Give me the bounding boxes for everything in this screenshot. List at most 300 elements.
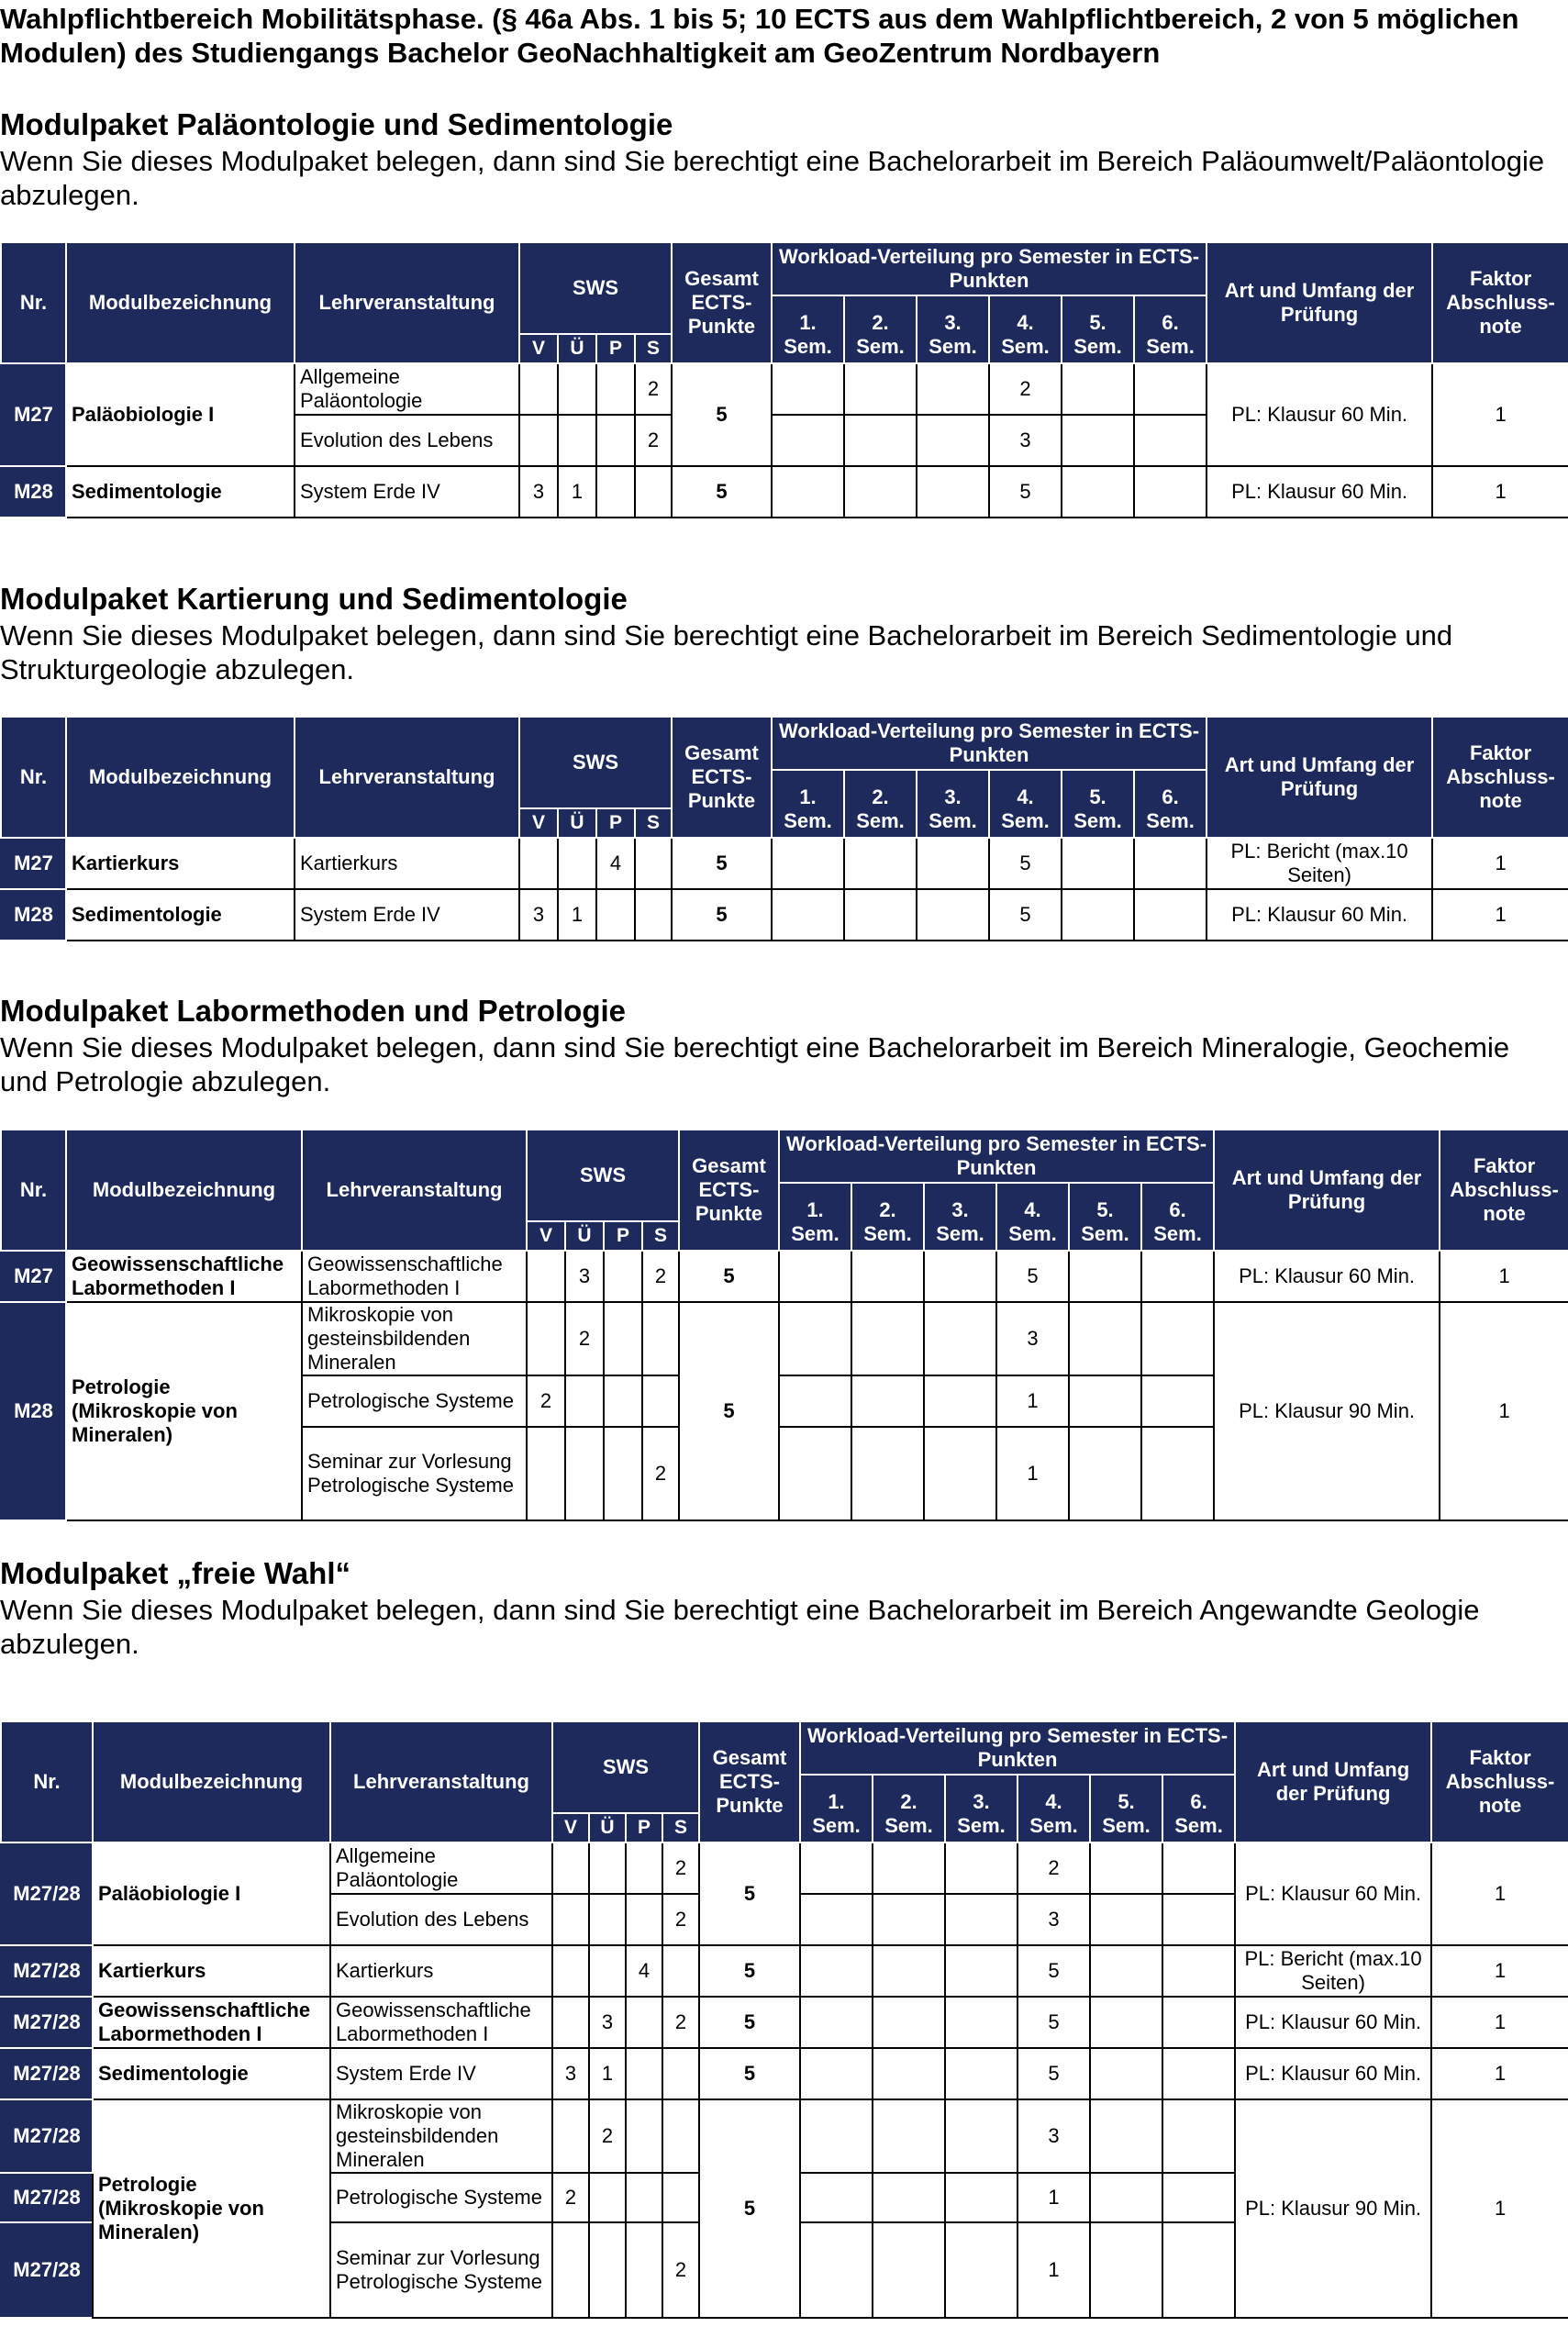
sws-u [558, 415, 596, 466]
sem-4-value: 5 [989, 889, 1062, 941]
module-name: Sedimentologie [93, 2048, 330, 2099]
header-sem-3: 3. Sem. [924, 1183, 996, 1251]
module-nr: M27 [1, 838, 66, 889]
sem-2-value [873, 1894, 945, 1945]
sem-5-value [1062, 466, 1134, 518]
sem-6-value [1141, 1251, 1214, 1302]
header-modulbezeichnung: Modulbezeichnung [66, 717, 295, 838]
sem-3-value [917, 415, 989, 466]
header-sws-s: S [635, 334, 672, 363]
sws-v [519, 415, 558, 466]
header-sws-u: Ü [558, 334, 596, 363]
course-name: Seminar zur Vorlesung Petrologische Systeme [330, 2222, 552, 2318]
ects-total: 5 [672, 889, 772, 941]
header-sws-s: S [635, 808, 672, 838]
grade-factor: 1 [1432, 889, 1568, 941]
sem-1-value [772, 466, 844, 518]
sem-5-value [1090, 2099, 1162, 2173]
sem-1-value [772, 363, 844, 415]
exam-type: PL: Klausur 60 Min. [1235, 2048, 1431, 2099]
exam-type: PL: Klausur 90 Min. [1214, 1302, 1440, 1520]
sem-4-value: 3 [989, 415, 1062, 466]
sws-s: 2 [635, 415, 672, 466]
header-sws-u: Ü [565, 1221, 604, 1251]
course-name: Geowissenschaftliche Labormethoden I [302, 1251, 527, 1302]
sem-4-value: 5 [1018, 2048, 1090, 2099]
header-lehrveranstaltung: Lehrveranstaltung [295, 242, 519, 363]
sem-4-value: 1 [1018, 2222, 1090, 2318]
sws-p [604, 1427, 642, 1520]
sws-s [642, 1375, 679, 1427]
header-sem-2: 2. Sem. [851, 1183, 924, 1251]
grade-factor: 1 [1432, 838, 1568, 889]
sem-2-value [873, 2173, 945, 2222]
module-table-3 [0, 1129, 1568, 1521]
sem-1-value [800, 1997, 873, 2048]
sws-u: 1 [558, 466, 596, 518]
sem-2-value [873, 1997, 945, 2048]
sem-6-value [1162, 2099, 1235, 2173]
sem-4-value: 5 [989, 466, 1062, 518]
sws-s [662, 1945, 699, 1997]
header-sem-2: 2. Sem. [844, 295, 917, 363]
section-description: Wenn Sie dieses Modulpaket belegen, dann sind Sie berechtigt eine Bachelorarbeit im Bereich Mineralogie, Geochemie und Petrologie abzulegen. [0, 1031, 1510, 1097]
sem-6-value [1134, 466, 1207, 518]
table-row [1, 1997, 1568, 2048]
sws-u [565, 1427, 604, 1520]
module-nr: M28 [1, 466, 66, 518]
exam-type: PL: Klausur 60 Min. [1235, 1997, 1431, 2048]
module-name: Paläobiologie I [93, 1842, 330, 1945]
module-nr: M27/28 [1, 1997, 93, 2048]
sem-1-value [800, 1945, 873, 1997]
sem-1-value [772, 838, 844, 889]
table-row [1, 2048, 1568, 2099]
sws-p [596, 363, 635, 415]
grade-factor: 1 [1432, 363, 1568, 466]
sem-3-value [945, 2222, 1018, 2318]
header-sem-4: 4. Sem. [1018, 1775, 1090, 1842]
sws-s [635, 889, 672, 941]
sem-4-value: 5 [996, 1251, 1069, 1302]
grade-factor: 1 [1432, 466, 1568, 518]
module-nr: M27/28 [1, 2173, 93, 2222]
module-name: Kartierkurs [93, 1945, 330, 1997]
header-sws-s: S [642, 1221, 679, 1251]
sem-3-value [945, 1894, 1018, 1945]
header-sem-3: 3. Sem. [945, 1775, 1018, 1842]
table-row [1, 889, 1568, 941]
header-sws-p: P [596, 808, 635, 838]
header-sem-4: 4. Sem. [989, 770, 1062, 838]
header-sem-6: 6. Sem. [1134, 770, 1207, 838]
sws-v [527, 1302, 565, 1375]
course-name: Seminar zur Vorlesung Petrologische Systeme [302, 1427, 527, 1520]
sws-p [626, 1894, 662, 1945]
sem-4-value: 3 [996, 1302, 1069, 1375]
sem-2-value [851, 1302, 924, 1375]
sws-s [662, 2173, 699, 2222]
sws-u [558, 838, 596, 889]
header-modulbezeichnung: Modulbezeichnung [93, 1721, 330, 1842]
exam-type: PL: Bericht (max.10 Seiten) [1207, 838, 1432, 889]
sws-p [626, 2099, 662, 2173]
sws-s: 2 [662, 1842, 699, 1894]
sws-v [527, 1427, 565, 1520]
sem-1-value [779, 1302, 851, 1375]
header-sws-v: V [519, 334, 558, 363]
table-row [1, 363, 1568, 415]
header-sws: SWS [519, 242, 672, 334]
sem-5-value [1090, 1945, 1162, 1997]
header-faktor: Faktor Abschluss-note [1432, 717, 1568, 838]
grade-factor: 1 [1431, 2099, 1568, 2318]
sem-6-value [1134, 889, 1207, 941]
sws-v: 2 [527, 1375, 565, 1427]
header-sem-5: 5. Sem. [1090, 1775, 1162, 1842]
course-name: Petrologische Systeme [330, 2173, 552, 2222]
header-workload: Workload-Verteilung pro Semester in ECTS-Punkten [772, 242, 1207, 295]
sem-1-value [800, 2048, 873, 2099]
header-lehrveranstaltung: Lehrveranstaltung [330, 1721, 552, 1842]
ects-total: 5 [672, 363, 772, 466]
course-name: Evolution des Lebens [295, 415, 519, 466]
sws-s [635, 838, 672, 889]
sem-3-value [945, 2173, 1018, 2222]
sws-v [552, 1894, 589, 1945]
course-name: Kartierkurs [330, 1945, 552, 1997]
sem-6-value [1162, 1997, 1235, 2048]
header-sem-1: 1. Sem. [772, 770, 844, 838]
section-title: Modulpaket „freie Wahl“ [0, 1556, 350, 1590]
sem-3-value [924, 1375, 996, 1427]
sws-p [596, 466, 635, 518]
table-row [1, 1302, 1568, 1375]
header-faktor: Faktor Abschluss-note [1432, 242, 1568, 363]
table-row [1, 1251, 1568, 1302]
sem-2-value [844, 466, 917, 518]
sws-p [626, 2173, 662, 2222]
module-nr: M28 [1, 889, 66, 941]
sws-p [604, 1375, 642, 1427]
sws-v [552, 1997, 589, 2048]
sem-2-value [844, 415, 917, 466]
sws-u [565, 1375, 604, 1427]
header-sws-p: P [626, 1813, 662, 1842]
sws-v [552, 1945, 589, 1997]
sws-p [596, 889, 635, 941]
grade-factor: 1 [1431, 1997, 1568, 2048]
ects-total: 5 [672, 466, 772, 518]
sws-u: 3 [589, 1997, 626, 2048]
sws-u: 2 [565, 1302, 604, 1375]
sem-2-value [851, 1251, 924, 1302]
course-name: Evolution des Lebens [330, 1894, 552, 1945]
sem-2-value [844, 889, 917, 941]
header-nr: Nr. [1, 242, 66, 363]
ects-total: 5 [672, 838, 772, 889]
sem-1-value [779, 1375, 851, 1427]
header-workload: Workload-Verteilung pro Semester in ECTS-Punkten [800, 1721, 1235, 1775]
sem-4-value: 2 [989, 363, 1062, 415]
sem-5-value [1069, 1251, 1141, 1302]
sem-3-value [924, 1251, 996, 1302]
course-name: System Erde IV [295, 466, 519, 518]
sws-v [552, 2222, 589, 2318]
module-name: Petrologie (Mikroskopie von Mineralen) [93, 2099, 330, 2318]
exam-type: PL: Klausur 60 Min. [1214, 1251, 1440, 1302]
module-nr: M27/28 [1, 2222, 93, 2318]
sem-5-value [1090, 2222, 1162, 2318]
sem-5-value [1062, 363, 1134, 415]
sem-6-value [1162, 2048, 1235, 2099]
section-description: Wenn Sie dieses Modulpaket belegen, dann sind Sie berechtigt eine Bachelorarbeit im Bereich Sedimentologie und Strukturgeologie abzulegen. [0, 619, 1453, 685]
module-name: Geowissenschaftliche Labormethoden I [93, 1997, 330, 2048]
sem-1-value [800, 2173, 873, 2222]
sem-3-value [945, 1945, 1018, 1997]
module-nr: M27/28 [1, 2048, 93, 2099]
ects-total: 5 [679, 1251, 779, 1302]
sem-6-value [1162, 1945, 1235, 1997]
module-nr: M27 [1, 1251, 66, 1302]
sws-v: 2 [552, 2173, 589, 2222]
sem-4-value: 1 [1018, 2173, 1090, 2222]
sws-u [589, 1894, 626, 1945]
sem-1-value [800, 2222, 873, 2318]
module-name: Paläobiologie I [66, 363, 295, 466]
module-nr: M27 [1, 363, 66, 466]
sem-3-value [945, 2048, 1018, 2099]
sem-3-value [924, 1427, 996, 1520]
sem-2-value [873, 1945, 945, 1997]
module-nr: M28 [1, 1302, 66, 1520]
table-row [1, 838, 1568, 889]
header-nr: Nr. [1, 1130, 66, 1251]
module-name: Kartierkurs [66, 838, 295, 889]
sem-5-value [1090, 1997, 1162, 2048]
exam-type: PL: Klausur 60 Min. [1235, 1842, 1431, 1945]
header-sws-p: P [604, 1221, 642, 1251]
sem-5-value [1090, 2173, 1162, 2222]
header-sem-1: 1. Sem. [800, 1775, 873, 1842]
sem-1-value [779, 1251, 851, 1302]
course-name: Petrologische Systeme [302, 1375, 527, 1427]
header-pruefung: Art und Umfang der Prüfung [1214, 1130, 1440, 1251]
header-sws-u: Ü [558, 808, 596, 838]
sws-s [635, 466, 672, 518]
header-gesamt-ects: Gesamt ECTS-Punkte [672, 717, 772, 838]
sem-1-value [800, 1894, 873, 1945]
header-sws: SWS [552, 1721, 699, 1813]
header-modulbezeichnung: Modulbezeichnung [66, 1130, 302, 1251]
header-sws-v: V [552, 1813, 589, 1842]
table-row [1, 2099, 1568, 2173]
header-sws: SWS [519, 717, 672, 808]
sem-2-value [851, 1375, 924, 1427]
grade-factor: 1 [1440, 1251, 1568, 1302]
section-title: Modulpaket Kartierung und Sedimentologie [0, 582, 628, 616]
sws-u: 2 [589, 2099, 626, 2173]
header-sem-3: 3. Sem. [917, 770, 989, 838]
sem-5-value [1090, 2048, 1162, 2099]
header-sem-1: 1. Sem. [779, 1183, 851, 1251]
sws-s: 2 [642, 1427, 679, 1520]
sem-3-value [924, 1302, 996, 1375]
sem-4-value: 5 [989, 838, 1062, 889]
sem-3-value [945, 1997, 1018, 2048]
sem-1-value [772, 889, 844, 941]
sws-p [604, 1302, 642, 1375]
header-gesamt-ects: Gesamt ECTS-Punkte [699, 1721, 800, 1842]
module-nr: M27/28 [1, 1945, 93, 1997]
sws-u [589, 2173, 626, 2222]
grade-factor: 1 [1440, 1302, 1568, 1520]
ects-total: 5 [699, 1945, 800, 1997]
sem-6-value [1134, 838, 1207, 889]
header-sem-5: 5. Sem. [1069, 1183, 1141, 1251]
page-title: Wahlpflichtbereich Mobilitätsphase. (§ 46a Abs. 1 bis 5; 10 ECTS aus dem Wahlpflichtbereich, 2 von 5 möglichen Modulen) des Studiengangs Bachelor GeoNachhaltigkeit am GeoZentrum Nordbayern [0, 3, 1519, 69]
sws-s: 2 [662, 1997, 699, 2048]
sem-6-value [1141, 1302, 1214, 1375]
sws-p [626, 2222, 662, 2318]
header-workload: Workload-Verteilung pro Semester in ECTS-Punkten [779, 1130, 1214, 1183]
sem-6-value [1162, 1842, 1235, 1894]
header-faktor: Faktor Abschluss-note [1440, 1130, 1568, 1251]
header-workload: Workload-Verteilung pro Semester in ECTS-Punkten [772, 717, 1207, 770]
header-sem-6: 6. Sem. [1141, 1183, 1214, 1251]
sem-1-value [779, 1427, 851, 1520]
sem-1-value [800, 2099, 873, 2173]
header-sws: SWS [527, 1130, 679, 1221]
header-sem-1: 1. Sem. [772, 295, 844, 363]
sws-v: 3 [519, 466, 558, 518]
sem-4-value: 1 [996, 1427, 1069, 1520]
sws-s: 2 [642, 1251, 679, 1302]
course-name: System Erde IV [295, 889, 519, 941]
section-description: Wenn Sie dieses Modulpaket belegen, dann sind Sie berechtigt eine Bachelorarbeit im Bereich Angewandte Geologie abzulegen. [0, 1594, 1480, 1660]
sem-3-value [945, 1842, 1018, 1894]
sem-2-value [873, 2222, 945, 2318]
sws-u [589, 1945, 626, 1997]
sem-5-value [1069, 1375, 1141, 1427]
table-row [1, 466, 1568, 518]
sem-6-value [1162, 1894, 1235, 1945]
sem-2-value [844, 838, 917, 889]
module-name: Geowissenschaftliche Labormethoden I [66, 1251, 302, 1302]
sws-u: 3 [565, 1251, 604, 1302]
sem-5-value [1062, 889, 1134, 941]
header-sws-p: P [596, 334, 635, 363]
table-row [1, 1945, 1568, 1997]
header-pruefung: Art und Umfang der Prüfung [1207, 717, 1432, 838]
sem-3-value [917, 838, 989, 889]
table-row [1, 1842, 1568, 1894]
header-sem-2: 2. Sem. [844, 770, 917, 838]
sws-p [604, 1251, 642, 1302]
sws-u [558, 363, 596, 415]
sem-2-value [873, 1842, 945, 1894]
ects-total: 5 [699, 2099, 800, 2318]
sem-6-value [1134, 363, 1207, 415]
module-name: Petrologie (Mikroskopie von Mineralen) [66, 1302, 302, 1520]
sws-v [527, 1251, 565, 1302]
sem-5-value [1090, 1894, 1162, 1945]
module-name: Sedimentologie [66, 466, 295, 518]
header-modulbezeichnung: Modulbezeichnung [66, 242, 295, 363]
exam-type: PL: Klausur 60 Min. [1207, 889, 1432, 941]
header-pruefung: Art und Umfang der Prüfung [1207, 242, 1432, 363]
sem-6-value [1141, 1375, 1214, 1427]
sem-2-value [873, 2048, 945, 2099]
header-gesamt-ects: Gesamt ECTS-Punkte [672, 242, 772, 363]
module-table-4 [0, 1720, 1568, 2319]
sws-v [519, 838, 558, 889]
sem-3-value [917, 889, 989, 941]
sem-5-value [1062, 415, 1134, 466]
header-sws-v: V [527, 1221, 565, 1251]
course-name: System Erde IV [330, 2048, 552, 2099]
sws-s [662, 2099, 699, 2173]
header-sws-s: S [662, 1813, 699, 1842]
sem-4-value: 1 [996, 1375, 1069, 1427]
header-sem-4: 4. Sem. [996, 1183, 1069, 1251]
sws-v [552, 2099, 589, 2173]
sws-s [642, 1302, 679, 1375]
sws-p: 4 [596, 838, 635, 889]
module-table-2 [0, 716, 1568, 941]
ects-total: 5 [699, 1997, 800, 2048]
header-sem-5: 5. Sem. [1062, 770, 1134, 838]
header-sem-6: 6. Sem. [1134, 295, 1207, 363]
sem-6-value [1162, 2173, 1235, 2222]
sws-v: 3 [519, 889, 558, 941]
ects-total: 5 [699, 1842, 800, 1945]
sem-3-value [945, 2099, 1018, 2173]
header-lehrveranstaltung: Lehrveranstaltung [302, 1130, 527, 1251]
sem-6-value [1162, 2222, 1235, 2318]
sws-s: 2 [662, 1894, 699, 1945]
sws-u: 1 [589, 2048, 626, 2099]
header-lehrveranstaltung: Lehrveranstaltung [295, 717, 519, 838]
sws-v [519, 363, 558, 415]
sem-2-value [844, 363, 917, 415]
sem-5-value [1069, 1302, 1141, 1375]
sws-s [662, 2048, 699, 2099]
header-sws-v: V [519, 808, 558, 838]
sws-u [589, 1842, 626, 1894]
grade-factor: 1 [1431, 2048, 1568, 2099]
sem-4-value: 5 [1018, 1997, 1090, 2048]
course-name: Allgemeine Paläontologie [295, 363, 519, 415]
ects-total: 5 [679, 1302, 779, 1520]
sem-1-value [772, 415, 844, 466]
course-name: Geowissenschaftliche Labormethoden I [330, 1997, 552, 2048]
header-sem-5: 5. Sem. [1062, 295, 1134, 363]
header-gesamt-ects: Gesamt ECTS-Punkte [679, 1130, 779, 1251]
sws-v [552, 1842, 589, 1894]
course-name: Mikroskopie von gesteinsbildenden Mineralen [302, 1302, 527, 1375]
header-sws-u: Ü [589, 1813, 626, 1842]
course-name: Mikroskopie von gesteinsbildenden Mineralen [330, 2099, 552, 2173]
section-description: Wenn Sie dieses Modulpaket belegen, dann sind Sie berechtigt eine Bachelorarbeit im Bereich Paläoumwelt/Paläontologie abzulegen. [0, 145, 1545, 211]
sws-u [589, 2222, 626, 2318]
sem-4-value: 3 [1018, 2099, 1090, 2173]
header-sem-4: 4. Sem. [989, 295, 1062, 363]
exam-type: PL: Klausur 60 Min. [1207, 466, 1432, 518]
exam-type: PL: Klausur 90 Min. [1235, 2099, 1431, 2318]
sem-2-value [873, 2099, 945, 2173]
sws-u: 1 [558, 889, 596, 941]
